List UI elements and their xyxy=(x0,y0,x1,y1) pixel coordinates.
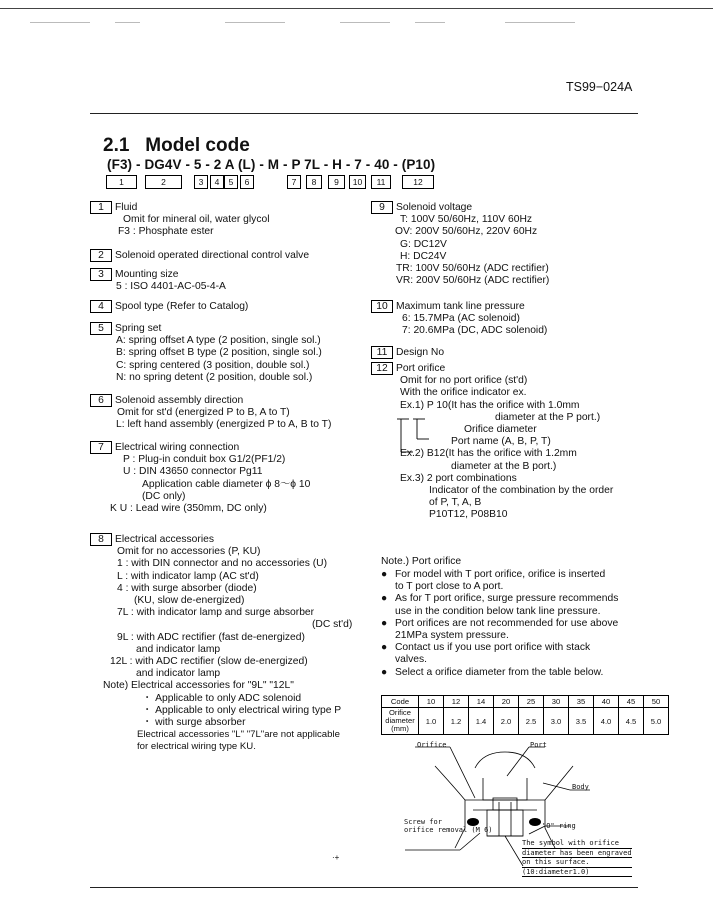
o-ring-label: "O" ring xyxy=(542,822,576,830)
text-line: Omit for mineral oil, water glycol xyxy=(123,214,270,226)
section-solenoid-valve xyxy=(90,249,309,262)
position-box: 8 xyxy=(306,175,322,189)
header-dash xyxy=(340,22,390,23)
text-line: (DC only) xyxy=(142,490,186,502)
text-line: Omit for st'd (energized P to B, A to T) xyxy=(117,407,290,419)
section-tank-pressure xyxy=(371,300,547,338)
text-line: Omit for no accessories (P, KU) xyxy=(117,546,261,558)
section-number-box: 4 xyxy=(90,300,112,313)
text-line: and indicator lamp xyxy=(136,668,221,680)
row-label-line: (mm) xyxy=(391,724,409,733)
text-line: ・ Applicable to only electrical wiring type P xyxy=(142,704,342,716)
text-line: Application cable diameter ϕ 8〜ϕ 10 xyxy=(142,478,311,490)
section-title: Mounting size xyxy=(115,269,179,280)
section-title: Solenoid assembly direction xyxy=(115,395,244,406)
text-line: 5 : ISO 4401-AC-05-4-A xyxy=(116,281,226,293)
text-line: P : Plug-in conduit box G1/2(PF1/2) xyxy=(123,454,286,466)
engraved-note-line: The symbol with orifice xyxy=(522,839,632,849)
section-number-box: 5 xyxy=(90,322,112,335)
code-cell: 14 xyxy=(469,696,494,708)
table-row xyxy=(382,696,669,708)
text-line: OV: 200V 50/60Hz, 220V 60Hz xyxy=(395,226,538,238)
position-box: 4 xyxy=(210,175,224,189)
port-label: Port xyxy=(530,741,547,749)
position-box: 1 xyxy=(106,175,137,189)
diameter-cell: 1.2 xyxy=(444,708,469,735)
section-number-box: 2 xyxy=(90,249,112,262)
body-label: Body xyxy=(572,783,589,791)
text-line: Ex.1) P 10(It has the orifice with 1.0mm xyxy=(400,399,580,411)
section-heading xyxy=(103,135,250,157)
code-cell: 10 xyxy=(419,696,444,708)
orifice-label: Orifice xyxy=(417,741,447,749)
section-number-box: 10 xyxy=(371,300,393,313)
text-line: 7L : with indicator lamp and surge absorber xyxy=(117,607,315,619)
section-title: Spring set xyxy=(115,323,162,334)
model-code: (F3) - DG4V - 5 - 2 A (L) - M - P 7L - H - 7 - 40 - (P10) xyxy=(107,157,436,172)
header-rule xyxy=(90,113,638,114)
text-line: 4 : with surge absorber (diode) xyxy=(117,582,257,594)
code-cell: 20 xyxy=(494,696,519,708)
diameter-cell: 1.0 xyxy=(419,708,444,735)
stray-mark: ·+ xyxy=(332,853,340,862)
section-design-no xyxy=(371,346,444,359)
text-line: 7: 20.6MPa (DC, ADC solenoid) xyxy=(402,325,548,337)
section-title: Model code xyxy=(145,135,250,156)
section-number-box: 12 xyxy=(371,362,393,375)
footer-rule xyxy=(90,887,638,888)
section-title: Solenoid operated directional control valve xyxy=(115,250,310,261)
code-cell: 45 xyxy=(619,696,644,708)
diameter-cell: 4.5 xyxy=(619,708,644,735)
note-bullets xyxy=(381,569,671,679)
section-electrical-wiring xyxy=(90,441,310,515)
row-label-line: diameter xyxy=(385,716,415,725)
section-number: 2.1 xyxy=(103,135,130,156)
bullet-icon: ● xyxy=(381,569,388,580)
section-number-box: 3 xyxy=(90,268,112,281)
section-electrical-accessories xyxy=(90,533,352,754)
engraved-note xyxy=(522,839,632,877)
text-line: C: spring centered (3 position, double sol.) xyxy=(116,359,310,371)
table-header-cell: Code xyxy=(382,696,419,708)
row-label-line: Orifice xyxy=(389,708,411,717)
diameter-cell: 3.5 xyxy=(569,708,594,735)
text-line: Port name (A, B, P, T) xyxy=(451,436,551,448)
text-line: Orifice diameter xyxy=(464,424,537,436)
diameter-cell: 2.5 xyxy=(519,708,544,735)
table-row xyxy=(382,708,669,735)
text-line: G: DC12V xyxy=(400,238,447,250)
text-line: L: left hand assembly (energized P to A, B to T) xyxy=(116,419,332,431)
section-title: Electrical wiring connection xyxy=(115,442,240,453)
bullet-icon: ● xyxy=(381,593,388,605)
position-box: 3 xyxy=(194,175,208,189)
section-title: Solenoid voltage xyxy=(396,202,473,213)
top-border xyxy=(0,8,713,9)
code-cell: 30 xyxy=(544,696,569,708)
text-line: 21MPa system pressure. xyxy=(395,630,509,642)
orifice-indicator-bracket xyxy=(395,417,435,457)
text-line: use in the condition below tank line pressure. xyxy=(395,605,601,617)
section-spring-set xyxy=(90,322,322,384)
text-line: (KU, slow de-energized) xyxy=(134,595,245,607)
section-title: Fluid xyxy=(115,202,138,213)
engraved-note-line: diameter has been engraved xyxy=(522,848,632,857)
code-cell: 40 xyxy=(594,696,619,708)
text-line: B: spring offset B type (2 position, single sol.) xyxy=(116,347,322,359)
section-fluid xyxy=(90,201,269,239)
text-line: diameter at the P port.) xyxy=(495,411,601,423)
text-line: As for T port orifice, surge pressure recommends xyxy=(395,593,619,605)
text-line: Note) Electrical accessories for "9L" "12L" xyxy=(103,680,294,692)
position-box: 11 xyxy=(371,175,391,189)
header-dash xyxy=(225,22,285,23)
text-line: K U : Lead wire (350mm, DC only) xyxy=(110,503,267,515)
position-box: 7 xyxy=(287,175,301,189)
section-title: Spool type (Refer to Catalog) xyxy=(115,301,249,312)
diameter-cell: 1.4 xyxy=(469,708,494,735)
section-solenoid-assembly xyxy=(90,394,331,432)
screw-label xyxy=(404,818,493,834)
text-line: 12L : with ADC rectifier (slow de-energized) xyxy=(110,656,308,668)
text-line: Ex.3) 2 port combinations xyxy=(400,472,517,484)
text-line: VR: 200V 50/60Hz (ADC rectifier) xyxy=(396,275,550,287)
orifice-table xyxy=(381,695,669,735)
section-mounting-size xyxy=(90,268,226,293)
bullet-icon: ● xyxy=(381,617,388,629)
section-title: Electrical accessories xyxy=(115,534,214,545)
text-line: TR: 100V 50/60Hz (ADC rectifier) xyxy=(396,263,549,275)
section-spool-type xyxy=(90,300,248,313)
header-dash xyxy=(30,22,90,23)
position-box: 2 xyxy=(145,175,182,189)
text-line: 9L : with ADC rectifier (fast de-energized) xyxy=(117,631,305,643)
text-line: Indicator of the combination by the order xyxy=(429,485,614,497)
screw-label-line: orifice removal (M 6) xyxy=(404,826,493,834)
position-box: 6 xyxy=(240,175,254,189)
text-line: Contact us if you use port orifice with stack xyxy=(395,642,591,654)
header-dash xyxy=(115,22,140,23)
section-title: Design No xyxy=(396,347,445,358)
text-line: Port orifices are not recommended for use above xyxy=(395,617,619,629)
diameter-cell: 2.0 xyxy=(494,708,519,735)
header-dash xyxy=(505,22,575,23)
text-line: N: no spring detent (2 position, double sol.) xyxy=(116,371,313,383)
text-line: Omit for no port orifice (st'd) xyxy=(400,375,528,387)
section-title: Port orifice xyxy=(396,363,446,374)
bullet-icon: ● xyxy=(381,642,388,654)
code-cell: 50 xyxy=(644,696,669,708)
text-line: H: DC24V xyxy=(400,250,447,262)
diameter-cell: 4.0 xyxy=(594,708,619,735)
text-line: ・ Applicable to only ADC solenoid xyxy=(142,692,302,704)
text-line: A: spring offset A type (2 position, single sol.) xyxy=(116,335,321,347)
section-number-box: 6 xyxy=(90,394,112,407)
text-line: of P, T, A, B xyxy=(429,497,482,509)
section-number-box: 8 xyxy=(90,533,112,546)
section-number-box: 7 xyxy=(90,441,112,454)
text-line: For model with T port orifice, orifice is inserted xyxy=(395,569,606,580)
text-line: 1 : with DIN connector and no accessories (U) xyxy=(117,558,328,570)
header-dash xyxy=(415,22,445,23)
text-line: With the orifice indicator ex. xyxy=(400,387,527,399)
engraved-note-line: on this surface. xyxy=(522,858,632,868)
position-box: 12 xyxy=(402,175,434,189)
position-box: 9 xyxy=(328,175,345,189)
text-line: to T port close to A port. xyxy=(395,581,504,593)
diameter-cell: 5.0 xyxy=(644,708,669,735)
code-cell: 25 xyxy=(519,696,544,708)
section-title: Maximum tank line pressure xyxy=(396,301,525,312)
screw-label-line: Screw for xyxy=(404,818,442,826)
text-line: Ex.2) B12(It has the orifice with 1.2mm xyxy=(400,448,577,460)
section-number-box: 11 xyxy=(371,346,393,359)
text-line: U : DIN 43650 connector Pg11 xyxy=(123,466,263,478)
engraved-note-line: (10:diameter1.0) xyxy=(522,868,632,878)
text-line: valves. xyxy=(395,654,428,666)
note-title: Note.) Port orifice xyxy=(381,556,462,567)
position-box: 10 xyxy=(349,175,366,189)
section-solenoid-voltage xyxy=(371,201,549,287)
text-line: Select a orifice diameter from the table below. xyxy=(395,666,604,678)
document-number: TS99−024A xyxy=(566,80,633,94)
diameter-cell: 3.0 xyxy=(544,708,569,735)
text-line: Electrical accessories "L" "7L"are not applicable xyxy=(137,729,340,741)
text-line: for electrical wiring type KU. xyxy=(137,741,256,753)
text-line: T: 100V 50/60Hz, 110V 60Hz xyxy=(400,214,533,226)
section-number-box: 1 xyxy=(90,201,112,214)
text-line: 6: 15.7MPa (AC solenoid) xyxy=(402,313,520,325)
position-box: 5 xyxy=(224,175,238,189)
o-ring-shape xyxy=(529,818,541,826)
table-row-label xyxy=(382,708,419,735)
code-cell: 12 xyxy=(444,696,469,708)
section-number-box: 9 xyxy=(371,201,393,214)
bullet-icon: ● xyxy=(381,666,388,678)
text-line: (DC st'd) xyxy=(312,619,353,631)
text-line: L : with indicator lamp (AC st'd) xyxy=(117,570,259,582)
text-line: ・ with surge absorber xyxy=(142,717,246,729)
text-line: diameter at the B port.) xyxy=(451,460,557,472)
text-line: F3 : Phosphate ester xyxy=(118,226,214,238)
text-line: and indicator lamp xyxy=(136,643,221,655)
code-cell: 35 xyxy=(569,696,594,708)
text-line: P10T12, P08B10 xyxy=(429,509,508,521)
